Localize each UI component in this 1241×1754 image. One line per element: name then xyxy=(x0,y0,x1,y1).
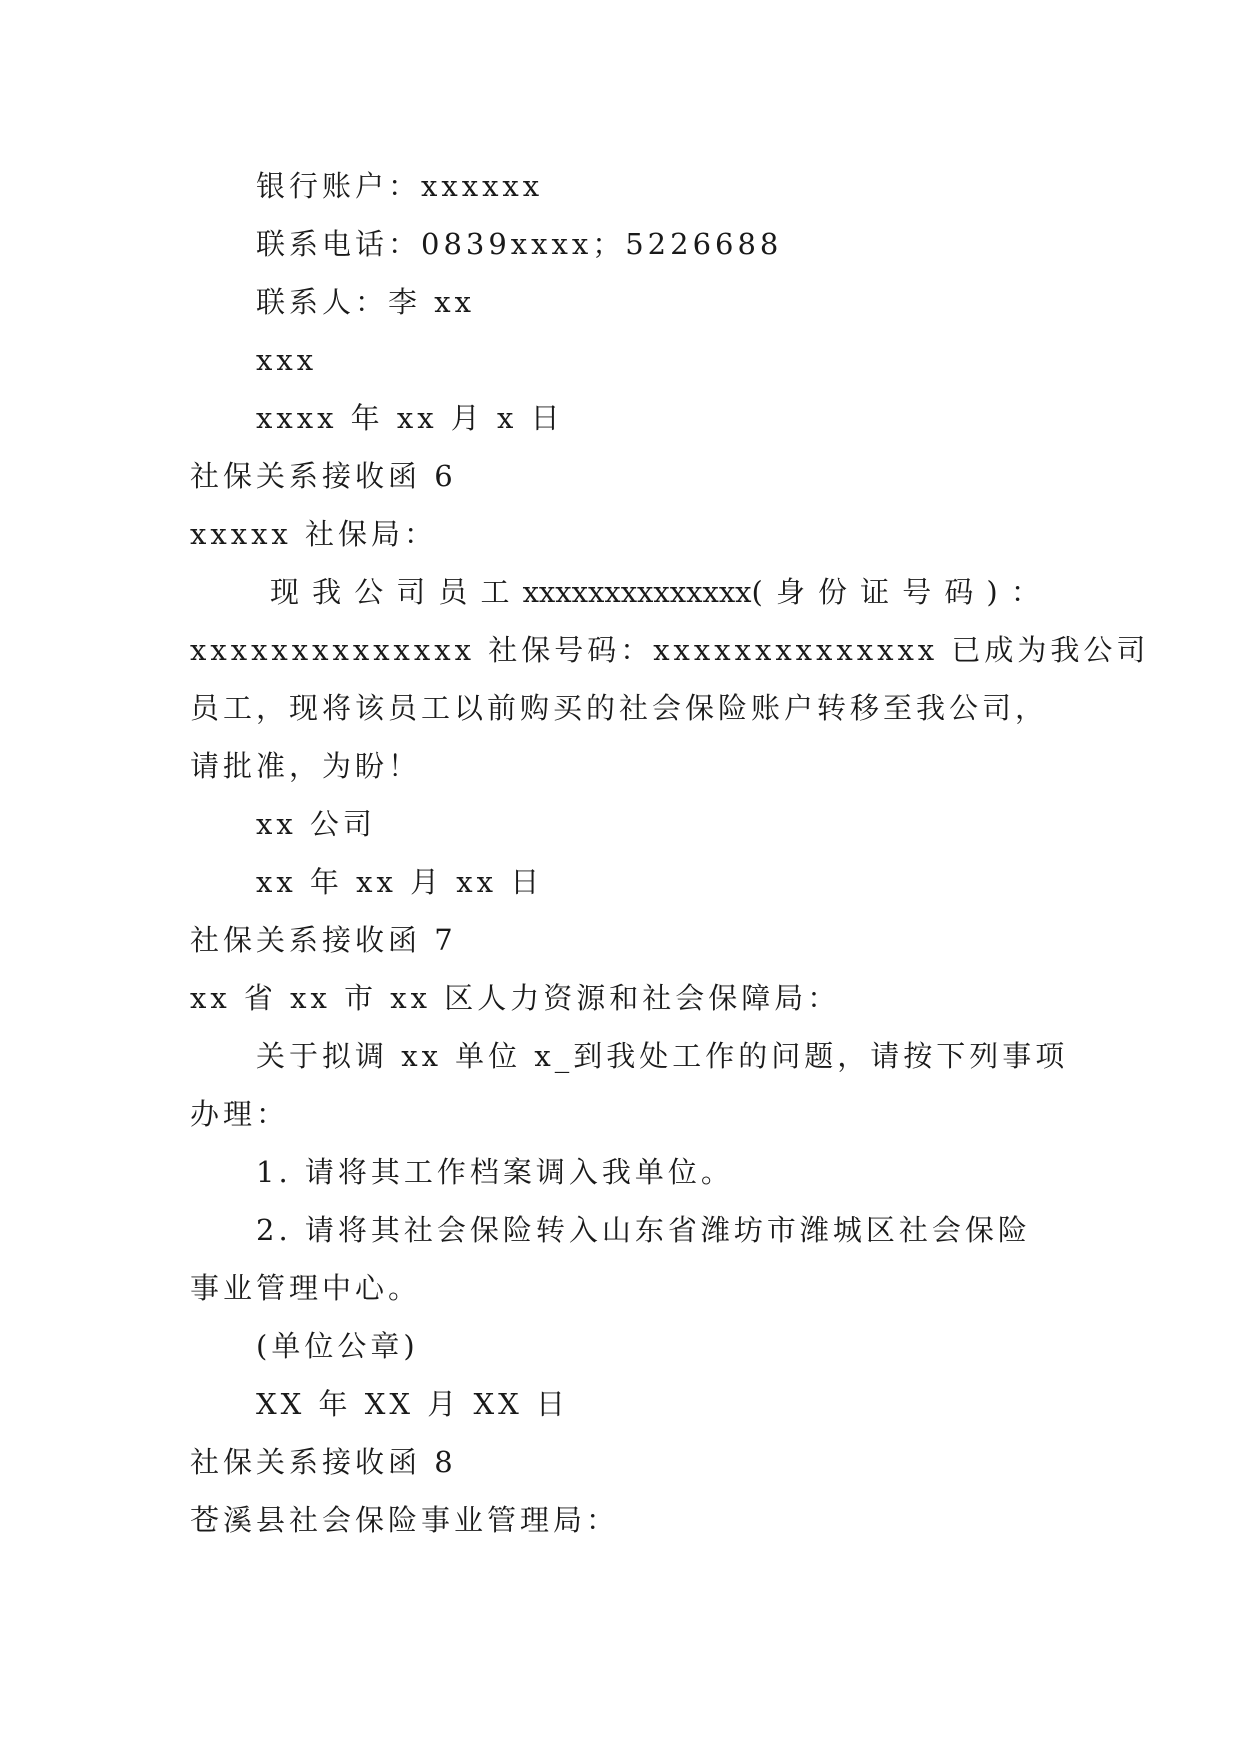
list-item-2-line-1: 2. 请将其社会保险转入山东省潍坊市潍城区社会保险 xyxy=(256,1213,1031,1247)
contact-line: 联系人：李 xx xyxy=(256,285,475,319)
body-6-line-3: 员工，现将该员工以前购买的社会保险账户转移至我公司， xyxy=(190,691,1049,725)
list-item-2-line-2: 事业管理中心。 xyxy=(190,1271,422,1305)
body-6-word: 码 xyxy=(944,575,974,609)
body-6-word: 身 xyxy=(775,575,805,609)
body-6-word: 员 xyxy=(438,575,468,609)
body-6-word: 现 xyxy=(270,575,300,609)
body-6-word: 证 xyxy=(860,575,890,609)
body-6-word: ) xyxy=(986,575,998,609)
section-title-7: 社保关系接收函 7 xyxy=(190,923,457,957)
signer-line: xxx xyxy=(256,343,318,377)
body-6-word: 号 xyxy=(902,575,932,609)
date-line: xxxx 年 xx 月 x 日 xyxy=(256,401,564,435)
section-title-6: 社保关系接收函 6 xyxy=(190,459,457,493)
date-7: XX 年 XX 月 XX 日 xyxy=(256,1387,569,1421)
body-6-word: 司 xyxy=(396,575,426,609)
body-7-line-2: 办理： xyxy=(190,1097,290,1131)
body-6-word: 工 xyxy=(480,575,510,609)
body-6-word: ： xyxy=(1010,575,1040,609)
list-item-1: 1. 请将其工作档案调入我单位。 xyxy=(256,1155,734,1189)
bank-account-line: 银行账户：xxxxxx xyxy=(256,169,544,203)
signer-6: xx 公司 xyxy=(256,807,376,841)
body-6-line-4: 请批准，为盼！ xyxy=(190,749,422,783)
body-6-word: 公 xyxy=(354,575,384,609)
body-6-line-1 xyxy=(270,572,1040,612)
body-6-word: 我 xyxy=(312,575,342,609)
phone-line: 联系电话：0839xxxx；5226688 xyxy=(256,227,783,261)
body-6-word: xxxxxxxxxxxxxx( xyxy=(522,575,763,609)
seal-note-7: (单位公章) xyxy=(256,1329,419,1363)
body-6-word: 份 xyxy=(818,575,848,609)
body-6-line-2: xxxxxxxxxxxxxx 社保号码：xxxxxxxxxxxxxx 已成为我公司 xyxy=(190,633,1150,667)
section-title-8: 社保关系接收函 8 xyxy=(190,1445,457,1479)
addressee-6: xxxxx 社保局： xyxy=(190,517,437,551)
addressee-7: xx 省 xx 市 xx 区人力资源和社会保障局： xyxy=(190,981,841,1015)
body-7-line-1: 关于拟调 xx 单位 x_到我处工作的问题，请按下列事项 xyxy=(256,1039,1069,1073)
date-6: xx 年 xx 月 xx 日 xyxy=(256,865,544,899)
addressee-8: 苍溪县社会保险事业管理局： xyxy=(190,1503,620,1537)
